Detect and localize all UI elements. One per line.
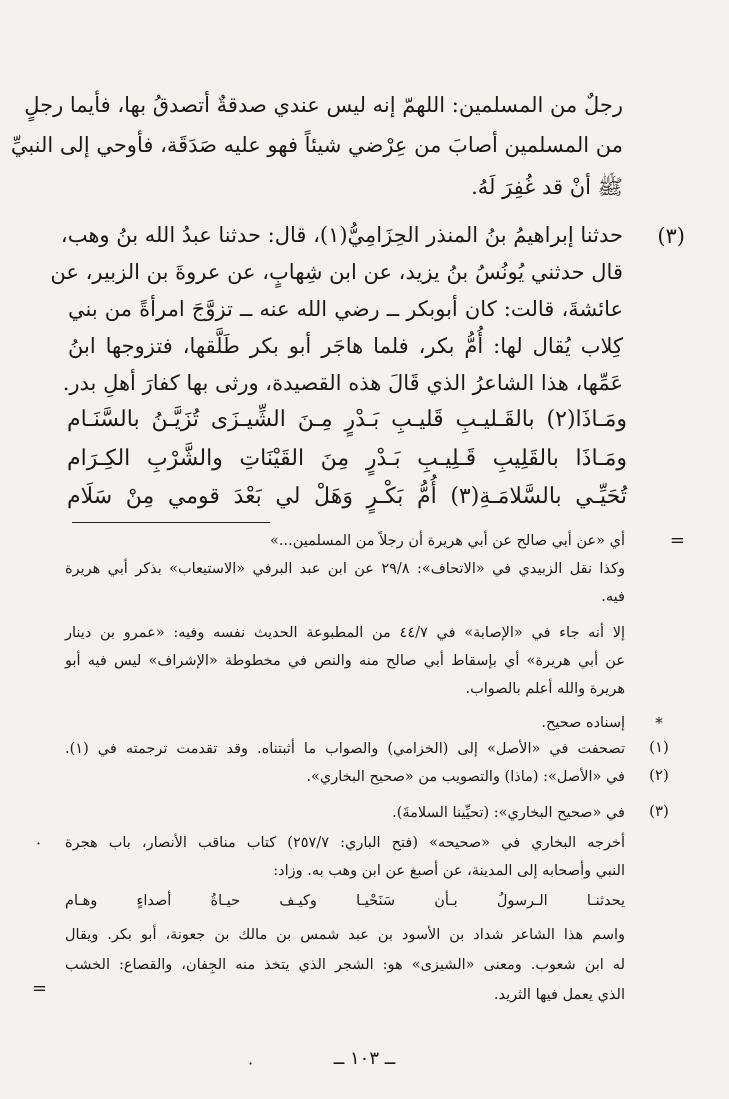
main-text-line: رجلٌ من المسلمين: اللهمّ إنه ليس عندي صدقةٌ أتصدقُ بها، فأيما رجلٍ (24, 93, 623, 117)
footnote-line: عن أبي هريرة» أي بإسقاط أبي صالح منه والنص في مخطوطة «الإشراف» ليس فيه أبو (65, 653, 625, 669)
star-note: إسناده صحيح. (541, 715, 625, 731)
continuation-mark: = (669, 530, 685, 551)
footnote-line: النبي وأصحابه إلى المدينة، عن أصبغ عن ابن وهب به. وزاد: (273, 863, 625, 879)
footnote-number: (٣) (649, 802, 669, 820)
poem-verse: ومَـاذَا(٢) بالقَـليـبِ قَليـبِ بَـدْرٍ مِـنَ الشِّيـزَى تُزَيَّـنُ بالسَّنَـام (67, 407, 627, 432)
footnote-line: أي «عن أبي صالح عن أبي هريرة أن رجلاً من المسلمين...» (270, 533, 625, 549)
main-text-line: ﷺ أنْ قد غُفِرَ لَهُ. (471, 175, 623, 199)
continuation-mark: = (32, 978, 48, 999)
footnote-text: تصحفت في «الأصل» إلى (الخزامي) والصواب ما أثبتناه. وقد تقدمت ترجمته في (١). (65, 741, 625, 757)
footnote-text: في «صحيح البخاري»: (تحيِّينا السلامةَ). (392, 805, 625, 821)
footnote-line: إلا أنه جاء في «الإصابة» في ٤٤/٧ من المطبوعة الحديث نفسه وفيه: «عمرو بن دينار (65, 625, 625, 641)
footnote-line: واسم هذا الشاعر شداد بن الأسود بن عبد شمس بن مالك بن جعونة، أبو بكر. ويقال (65, 927, 625, 943)
star-marker: * (655, 714, 663, 732)
page-number: ــ ١٠٣ ــ (333, 1048, 396, 1069)
footnote-line: هريرة والله أعلم بالصواب. (465, 681, 625, 697)
entry-line: عائشةَ، قالت: كان أبوبكر ــ رضي الله عنه ــ تزوَّجَ امرأةً من بني (68, 297, 623, 321)
main-text-line: من المسلمين أصابَ من عِرْضي شيئاً فهو عليه صَدَقَة، فأوحي إلى النبيِّ (10, 133, 623, 157)
entry-line: عَمِّها، هذا الشاعرُ الذي قَالَ هذه القصيدة، ورثى بها كفارَ أهلِ بدر. (62, 371, 623, 395)
entry-number: (٣) (657, 224, 685, 248)
footnote-line: الذي يعمل فيها الثريد. (493, 987, 625, 1003)
footnote-line: له ابن شعوب. ومعنى «الشيزى» هو: الشجر الذي يتخذ منه الجِفان، والقصاع: الخشب (65, 957, 625, 973)
entry-line: كِلاب يُقال لها: أُمُّ بكر، فلما هاجَر أبو بكر طَلَّقها، فتزوجها ابنُ (68, 334, 623, 358)
footnote-line: وكذا نقل الزبيدي في «الاتحاف»: ٢٩/٨ عن ابن عبد البرفي «الاستيعاب» بذكر أبي هريرة (65, 561, 625, 577)
entry-line: حدثنا إبراهيمُ بنُ المنذر الحِزَامِيُّ(١)، قال: حدثنا عبدُ الله بنُ وهب، (60, 223, 623, 247)
footnote-line: فيه. (601, 589, 625, 605)
margin-dot: · (36, 834, 42, 853)
footnote-number: (١) (649, 738, 669, 756)
footnote-separator (72, 522, 270, 523)
poem-verse: ومَـاذَا بالقَلِيبِ قَـلِيـبِ بَـدْرٍ مِنَ القَيْنَاتِ والشَّرْبِ الكِـرَام (67, 446, 627, 471)
footnote-line: أخرجه البخاري في «صحيحه» (فتح الباري: ٢٥٧/٧) كتاب مناقب الأنصار، باب هجرة (65, 835, 626, 851)
margin-dot: · (248, 1054, 254, 1073)
entry-line: قال حدثني يُونُسُ بنُ يزيد، عن ابن شِهابٍ، عن عروةَ بن الزبير، عن (50, 260, 623, 284)
footnote-text: في «الأصل»: (ماذا) والتصويب من «صحيح البخاري». (306, 769, 625, 785)
footnote-verse: يحدثنـا الـرسولُ بـأن سَنَحْيـا وكيـف حيـاةُ أصداءٍ وهـام (65, 893, 625, 909)
footnote-number: (٢) (649, 766, 669, 784)
poem-verse: تُحَيِّـي بالسَّلامَـةِ(٣) أُمُّ بَكْـرٍ وَهَلْ لي بَعْدَ قومي مِنْ سَلَام (67, 484, 627, 509)
